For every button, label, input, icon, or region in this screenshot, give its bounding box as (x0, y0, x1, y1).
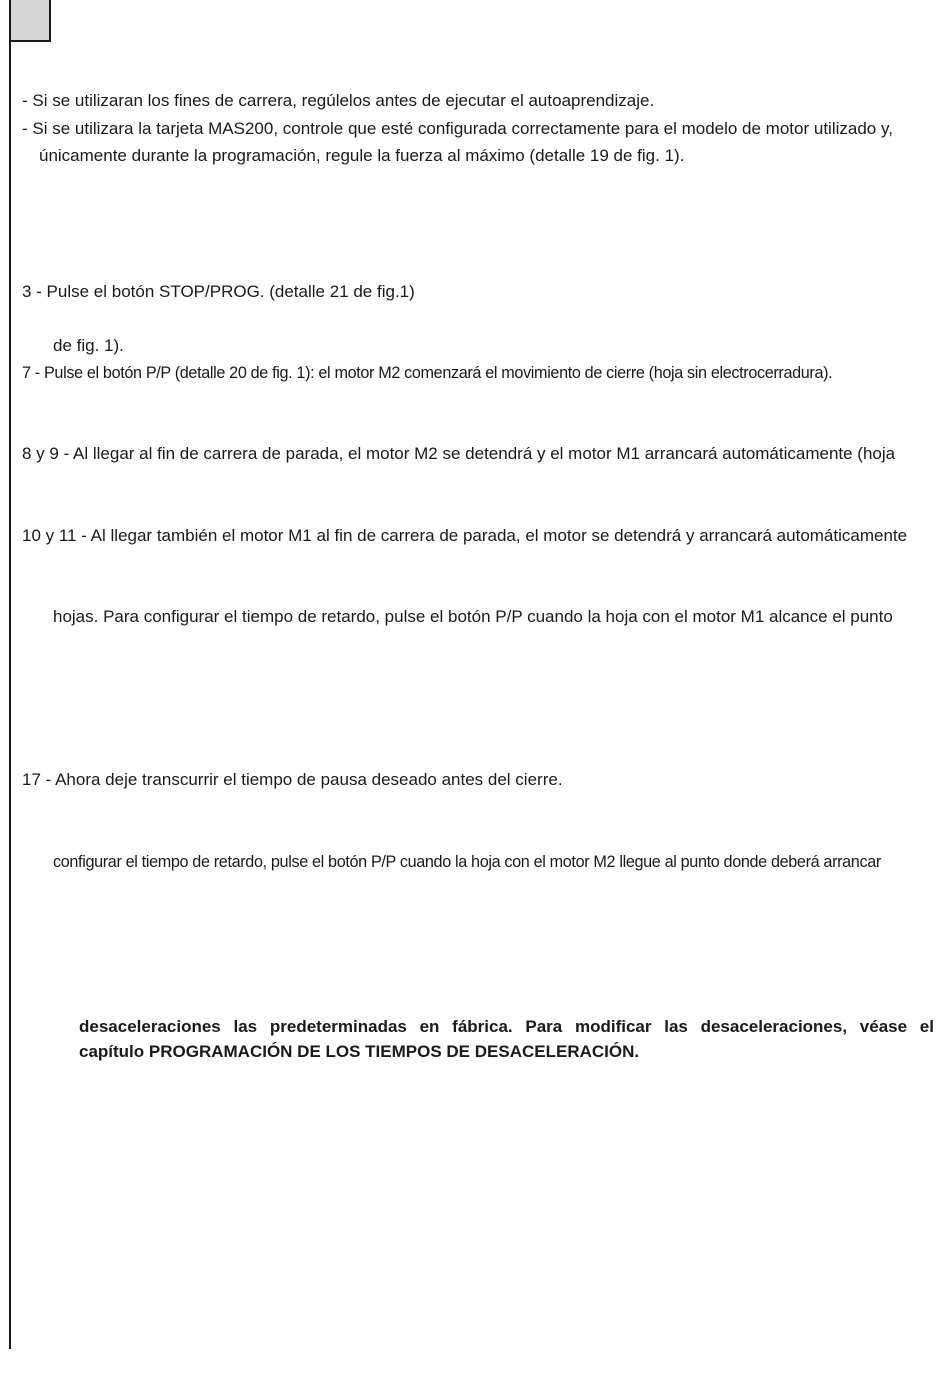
left-margin-rule (9, 40, 11, 1349)
step-continuation: de fig. 1). (53, 336, 124, 355)
step-3: 3 - Pulse el botón STOP/PROG. (detalle 21 de fig.1) (22, 282, 415, 301)
bold-note-deceleration (79, 1014, 934, 1064)
step-7: 7 - Pulse el botón P/P (detalle 20 de fig. 1): el motor M2 comenzará el movimiento de cierre (hoja sin electrocerradura). (22, 364, 833, 382)
step-17: 17 - Ahora deje transcurrir el tiempo de pausa deseado antes del cierre. (22, 770, 563, 789)
step-10-11: 10 y 11 - Al llegar también el motor M1 al fin de carrera de parada, el motor se detendrá y arrancará automáticamente (22, 526, 908, 545)
step-8-9: 8 y 9 - Al llegar al fin de carrera de parada, el motor M2 se detendrá y el motor M1 arrancará automáticamente (hoja (22, 444, 896, 463)
bold-note-line-1: desaceleraciones las predeterminadas en fábrica. Para modificar las desaceleraciones, véase el (79, 1017, 934, 1036)
step-delay-m2: configurar el tiempo de retardo, pulse el botón P/P cuando la hoja con el motor M2 llegue al punto donde deberá arrancar (53, 853, 881, 871)
page-corner-tab (9, 0, 51, 42)
bold-note-line-2: capítulo PROGRAMACIÓN DE LOS TIEMPOS DE DESACELERACIÓN. (79, 1042, 640, 1061)
note-mas200-card: - Si se utilizara la tarjeta MAS200, controle que esté configurada correctamente para el modelo de motor utilizado y, (22, 119, 893, 138)
note-limit-switches: - Si se utilizaran los fines de carrera, regúlelos antes de ejecutar el autoaprendizaje. (22, 91, 655, 110)
step-delay-m1: hojas. Para configurar el tiempo de retardo, pulse el botón P/P cuando la hoja con el motor M1 alcance el punto (53, 607, 893, 626)
note-mas200-card-cont: únicamente durante la programación, regule la fuerza al máximo (detalle 19 de fig. 1). (39, 146, 685, 165)
